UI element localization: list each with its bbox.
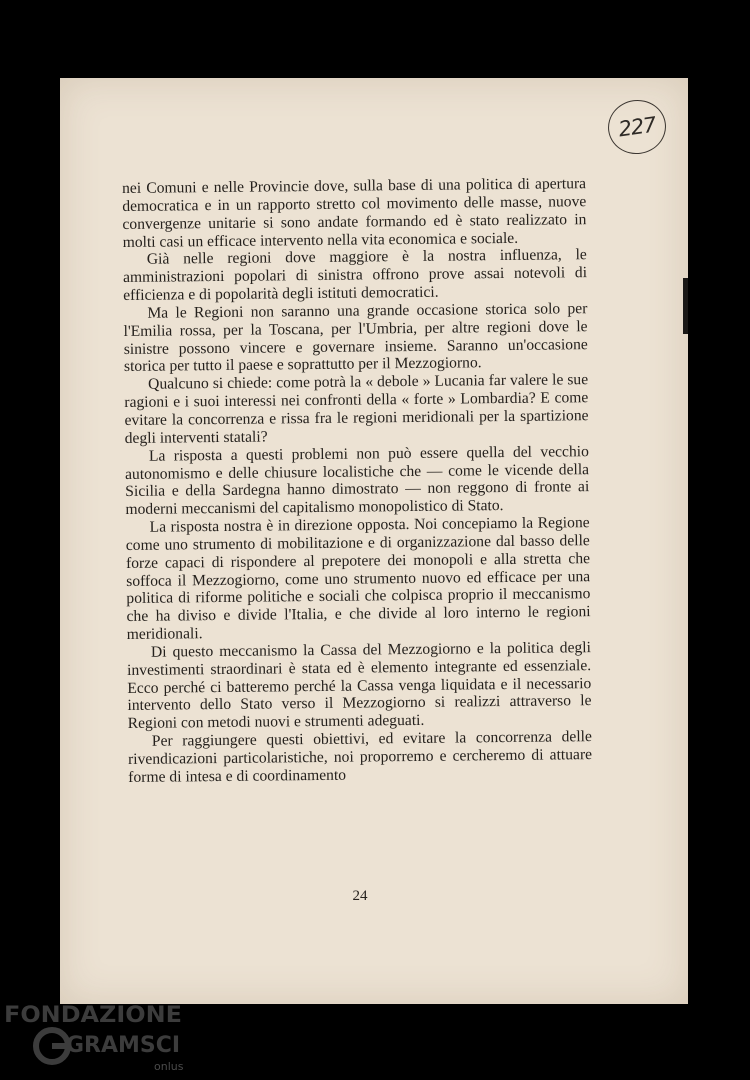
paragraph: La risposta nostra è in direzione opposta. Noi concepiamo la Regione come uno strumento di mobilitazione e di organizzazione dal basso delle forze capaci di rispondere al prepotere dei monopoli e alla stretta che soffoca il Mezzogiorno, come uno strumento nuovo ed efficace per una politica di riforme politiche e sociali che colpisca proprio il meccanismo che ha diviso e divide l'Italia, e che divide al loro interno le regioni meridionali. (125, 514, 591, 644)
binding-mark (683, 278, 688, 334)
logo-line1: FONDAZIONE (4, 1003, 183, 1028)
body-text (122, 175, 592, 787)
paragraph: La risposta a questi problemi non può essere quella del vecchio autonomismo e delle chiusure localistiche che — come le vicende della Sicilia e della Sardegna hanno dimostrato — non reggono di fronte ai moderni meccanismi del capitalismo monopolistico di Stato. (124, 442, 590, 519)
paragraph: Già nelle regioni dove maggiore è la nostra influenza, le amministrazioni popolari di sinistra offrono prove assai notevoli di efficienza e di popolarità degli istituti democratici. (122, 246, 588, 305)
paragraph: Qualcuno si chiede: come potrà la « debole » Lucania far valere le sue ragioni e i suoi interessi nei confronti della « forte » Lombardia? E come evitare la concorrenza e rissa fra le regioni meridionali per la spartizione degli interventi statali? (124, 371, 589, 447)
logo-suffix: onlus (154, 1060, 184, 1073)
archive-number: 227 (616, 112, 658, 142)
paragraph: Per raggiungere questi obiettivi, ed evitare la concorrenza delle rivendicazioni particolaristiche, noi proporremo e cercheremo di attuare forme di intesa e di coordinamento (127, 728, 593, 786)
logo-line2: GRAMSCI (66, 1033, 180, 1058)
paragraph: Ma le Regioni non saranno una grande occasione storica solo per l'Emilia rossa, per la Toscana, per l'Umbria, per altre regioni dove le sinistre possono vincere e governare insieme. Saranno un'occasione storica per tutto il paese e soprattutto per il Mezzogiorno. (123, 300, 588, 376)
paragraph: nei Comuni e nelle Provincie dove, sulla base di una politica di apertura democratica e in un rapporto stretto col movimento delle masse, nuove convergenze unitarie si sono andate formando ed è stato realizzato in molti casi un efficace intervento nella vita economica e sociale. (122, 175, 587, 251)
page-number: 24 (352, 888, 368, 904)
fondazione-gramsci-logo (2, 998, 202, 1078)
paragraph: Di questo meccanismo la Cassa del Mezzogiorno e la politica degli investimenti straordinari è stata ed è elemento integrante ed essenziale. Ecco perché ci batteremo perché la Cassa venga liquidata e il necessario intervento dello Stato verso il Mezzogiorno si realizzi attraverso le Regioni con metodi nuovi e strumenti adeguati. (127, 639, 592, 733)
